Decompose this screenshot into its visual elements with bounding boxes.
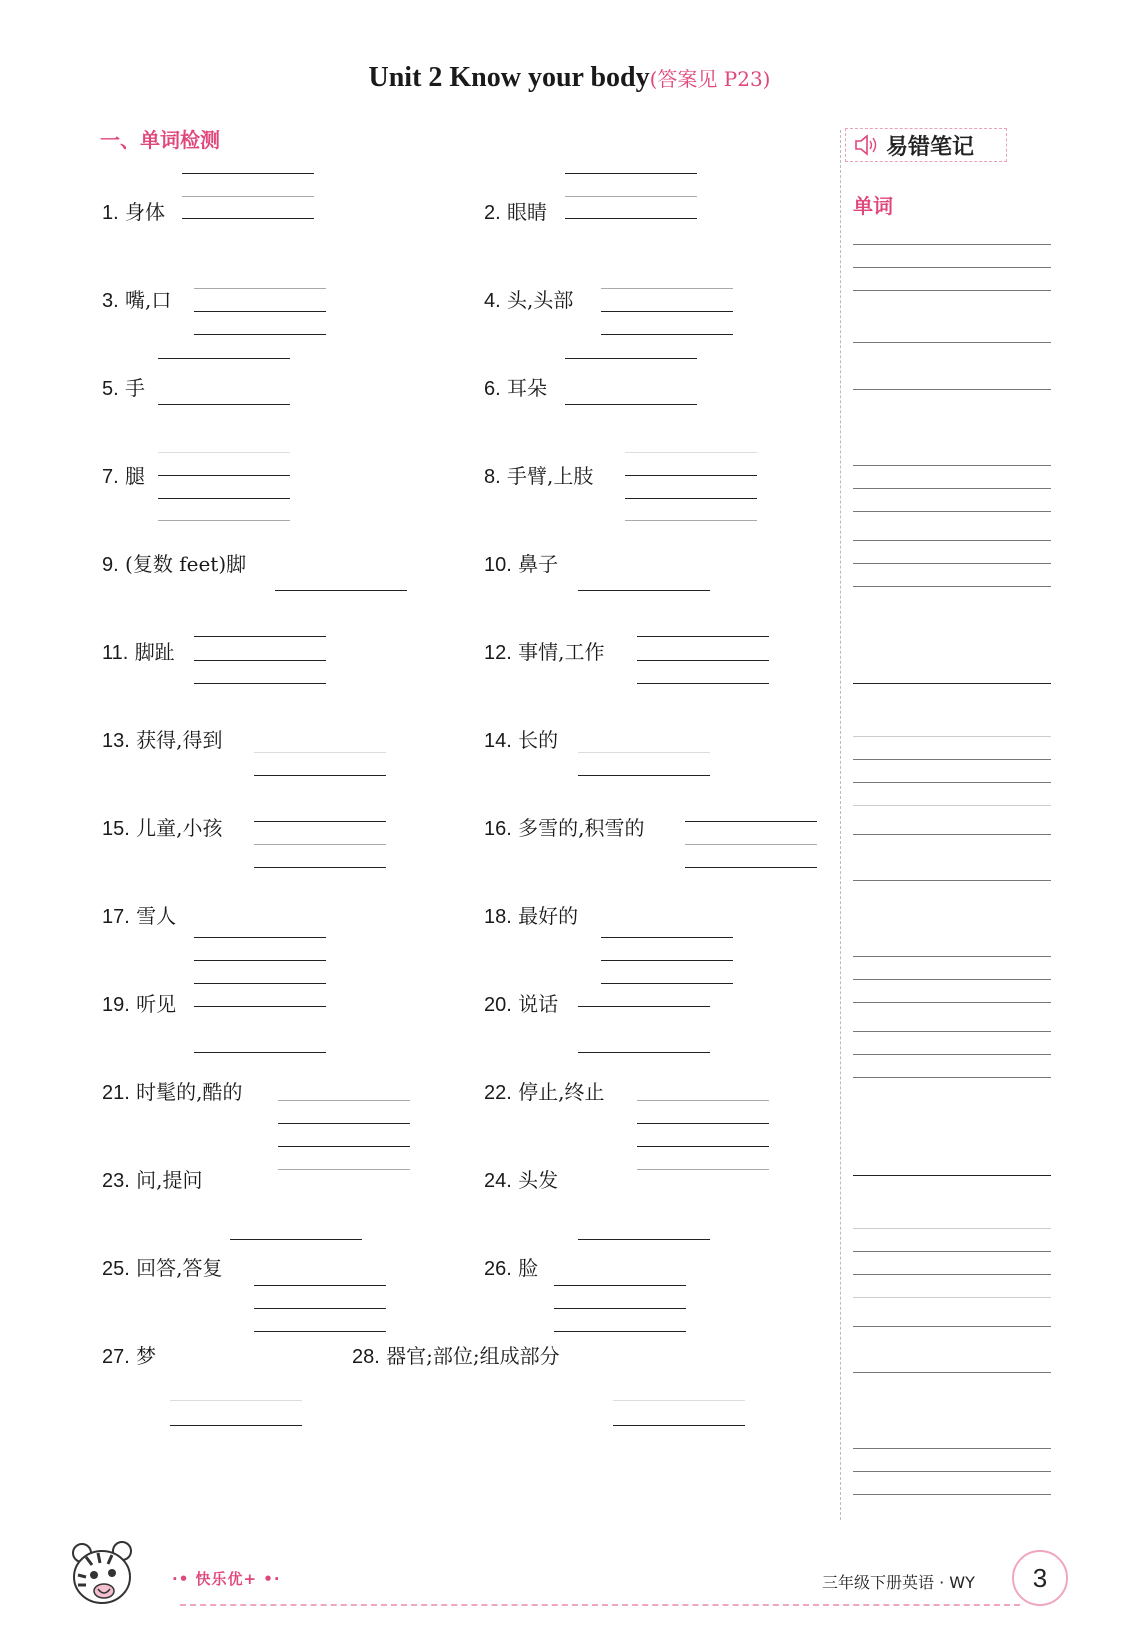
- answer-line[interactable]: [170, 1425, 302, 1426]
- answer-line[interactable]: [625, 498, 757, 499]
- answer-line[interactable]: [194, 683, 326, 684]
- answer-line[interactable]: [601, 334, 733, 335]
- answer-line[interactable]: [254, 867, 386, 868]
- answer-line[interactable]: [565, 196, 697, 197]
- section-title: 一、单词检测: [100, 128, 220, 152]
- word-item: 20. 说话: [484, 992, 559, 1016]
- word-item: 13. 获得,得到: [102, 728, 223, 752]
- notes-header-label: 易错笔记: [886, 134, 975, 160]
- note-line[interactable]: [853, 805, 1051, 806]
- note-line[interactable]: [853, 342, 1051, 343]
- word-item: 9. (复数 feet)脚: [102, 552, 247, 576]
- word-item: 26. 脸: [484, 1256, 539, 1280]
- word-item: 3. 嘴,口: [102, 288, 172, 312]
- note-line[interactable]: [853, 488, 1051, 489]
- notes-header: [845, 128, 1007, 162]
- word-item: 6. 耳朵: [484, 376, 548, 400]
- answer-line[interactable]: [625, 452, 757, 453]
- note-line[interactable]: [853, 1002, 1051, 1003]
- answer-line[interactable]: [194, 1006, 326, 1007]
- answer-line[interactable]: [637, 636, 769, 637]
- note-line[interactable]: [853, 1448, 1051, 1449]
- answer-line[interactable]: [601, 288, 733, 289]
- answer-line[interactable]: [685, 867, 817, 868]
- answer-line[interactable]: [230, 1239, 362, 1240]
- word-item: 4. 头,头部: [484, 288, 574, 312]
- note-line[interactable]: [853, 540, 1051, 541]
- answer-line[interactable]: [578, 590, 710, 591]
- answer-line[interactable]: [158, 404, 290, 405]
- answer-line[interactable]: [637, 660, 769, 661]
- note-line[interactable]: [853, 956, 1051, 957]
- answer-line[interactable]: [194, 1052, 326, 1053]
- answer-line[interactable]: [182, 173, 314, 174]
- answer-line[interactable]: [565, 173, 697, 174]
- word-item: 24. 头发: [484, 1168, 559, 1192]
- answer-line[interactable]: [578, 1239, 710, 1240]
- note-line[interactable]: [853, 1054, 1051, 1055]
- note-line[interactable]: [853, 267, 1051, 268]
- note-line[interactable]: [853, 1471, 1051, 1472]
- answer-line[interactable]: [194, 334, 326, 335]
- answer-line[interactable]: [182, 218, 314, 219]
- note-line[interactable]: [853, 1372, 1051, 1373]
- note-line[interactable]: [853, 1326, 1051, 1327]
- answer-line[interactable]: [601, 960, 733, 961]
- note-line[interactable]: [853, 511, 1051, 512]
- word-item: 15. 儿童,小孩: [102, 816, 223, 840]
- word-item: 12. 事情,工作: [484, 640, 605, 664]
- answer-line[interactable]: [578, 752, 710, 753]
- answer-line[interactable]: [554, 1308, 686, 1309]
- answer-line[interactable]: [637, 1146, 769, 1147]
- note-line[interactable]: [853, 389, 1051, 390]
- answer-line[interactable]: [254, 844, 386, 845]
- word-item: 21. 时髦的,酷的: [102, 1080, 243, 1104]
- word-item: 14. 长的: [484, 728, 559, 752]
- answer-reference: (答案见 P23): [649, 67, 771, 91]
- note-line[interactable]: [853, 1031, 1051, 1032]
- page-title: [0, 62, 1139, 94]
- answer-line[interactable]: [254, 752, 386, 753]
- note-line[interactable]: [853, 834, 1051, 835]
- answer-line[interactable]: [637, 1169, 769, 1170]
- word-item: 1. 身体: [102, 200, 166, 224]
- word-item: 17. 雪人: [102, 904, 177, 928]
- answer-line[interactable]: [158, 452, 290, 453]
- answer-line[interactable]: [158, 358, 290, 359]
- note-line[interactable]: [853, 1175, 1051, 1176]
- answer-line[interactable]: [278, 1100, 410, 1101]
- answer-line[interactable]: [685, 821, 817, 822]
- word-item: 2. 眼睛: [484, 200, 548, 224]
- answer-line[interactable]: [601, 937, 733, 938]
- answer-line[interactable]: [565, 358, 697, 359]
- answer-line[interactable]: [194, 288, 326, 289]
- word-item: 16. 多雪的,积雪的: [484, 816, 645, 840]
- page-number: 3: [1012, 1550, 1068, 1606]
- note-line[interactable]: [853, 782, 1051, 783]
- answer-line[interactable]: [278, 1123, 410, 1124]
- note-line[interactable]: [853, 1494, 1051, 1495]
- answer-line[interactable]: [254, 1308, 386, 1309]
- answer-line[interactable]: [170, 1400, 302, 1401]
- answer-line[interactable]: [254, 1285, 386, 1286]
- answer-line[interactable]: [194, 937, 326, 938]
- note-line[interactable]: [853, 563, 1051, 564]
- answer-line[interactable]: [578, 1006, 710, 1007]
- answer-line[interactable]: [637, 683, 769, 684]
- answer-line[interactable]: [565, 404, 697, 405]
- word-item: 27. 梦: [102, 1344, 157, 1368]
- answer-line[interactable]: [158, 520, 290, 521]
- answer-line[interactable]: [278, 1146, 410, 1147]
- word-item: 19. 听见: [102, 992, 177, 1016]
- tiger-mascot-icon: [64, 1535, 144, 1615]
- answer-line[interactable]: [254, 821, 386, 822]
- answer-line[interactable]: [194, 660, 326, 661]
- word-item: 8. 手臂,上肢: [484, 464, 594, 488]
- note-line[interactable]: [853, 244, 1051, 245]
- answer-line[interactable]: [637, 1100, 769, 1101]
- word-item: 7. 腿: [102, 464, 146, 488]
- speaker-icon: [846, 130, 886, 160]
- column-divider: [840, 130, 841, 1520]
- word-item: 5. 手: [102, 376, 146, 400]
- answer-line[interactable]: [554, 1331, 686, 1332]
- grade-label: 三年级下册英语 · WY: [822, 1573, 975, 1592]
- note-line[interactable]: [853, 683, 1051, 684]
- word-item: 18. 最好的: [484, 904, 579, 928]
- answer-line[interactable]: [194, 636, 326, 637]
- note-line[interactable]: [853, 1251, 1051, 1252]
- word-item: 10. 鼻子: [484, 552, 559, 576]
- answer-line[interactable]: [625, 475, 757, 476]
- answer-line[interactable]: [625, 520, 757, 521]
- word-item: 23. 问,提问: [102, 1168, 203, 1192]
- answer-line[interactable]: [254, 775, 386, 776]
- note-line[interactable]: [853, 979, 1051, 980]
- word-item: 11. 脚趾: [102, 640, 175, 664]
- note-line[interactable]: [853, 1274, 1051, 1275]
- answer-line[interactable]: [565, 218, 697, 219]
- note-line[interactable]: [853, 290, 1051, 291]
- note-line[interactable]: [853, 880, 1051, 881]
- answer-line[interactable]: [601, 983, 733, 984]
- answer-line[interactable]: [194, 311, 326, 312]
- answer-line[interactable]: [613, 1400, 745, 1401]
- answer-line[interactable]: [254, 1331, 386, 1332]
- note-line[interactable]: [853, 759, 1051, 760]
- answer-line[interactable]: [158, 498, 290, 499]
- word-item: 22. 停止,终止: [484, 1080, 605, 1104]
- note-line[interactable]: [853, 586, 1051, 587]
- answer-line[interactable]: [158, 475, 290, 476]
- word-item: 25. 回答,答复: [102, 1256, 223, 1280]
- answer-line[interactable]: [182, 196, 314, 197]
- answer-line[interactable]: [685, 844, 817, 845]
- answer-line[interactable]: [578, 775, 710, 776]
- note-line[interactable]: [853, 1297, 1051, 1298]
- answer-line[interactable]: [637, 1123, 769, 1124]
- unit-title: Unit 2 Know your body: [368, 62, 650, 93]
- word-item: 28. 器官;部位;组成部分: [352, 1344, 560, 1368]
- answer-line[interactable]: [275, 590, 407, 591]
- answer-line[interactable]: [613, 1425, 745, 1426]
- answer-line[interactable]: [578, 1052, 710, 1053]
- note-line[interactable]: [853, 1228, 1051, 1229]
- answer-line[interactable]: [554, 1285, 686, 1286]
- brand-logo: ·• 快乐优+ •·: [172, 1570, 281, 1588]
- answer-line[interactable]: [194, 983, 326, 984]
- note-line[interactable]: [853, 465, 1051, 466]
- note-line[interactable]: [853, 1077, 1051, 1078]
- notes-subheader: 单词: [853, 194, 893, 218]
- answer-line[interactable]: [278, 1169, 410, 1170]
- answer-line[interactable]: [194, 960, 326, 961]
- footer-divider: [180, 1604, 1020, 1606]
- answer-line[interactable]: [601, 311, 733, 312]
- note-line[interactable]: [853, 736, 1051, 737]
